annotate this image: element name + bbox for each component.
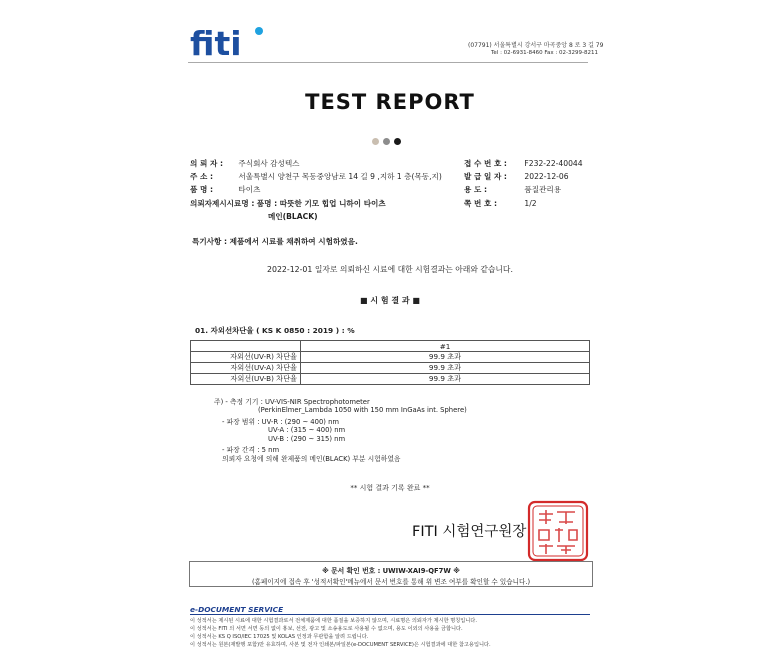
info-value: 1/2 (524, 199, 537, 208)
note-line: - 파장 간격 : 5 nm (222, 446, 280, 454)
info-label: 품 명 : (190, 185, 213, 194)
info-label: 발 급 일 자 : (464, 172, 507, 181)
info-page-no (464, 198, 537, 209)
special-note: 특기사항 : 제품에서 시료를 채취하여 시험하였음. (192, 237, 358, 246)
header-address: (07791) 서울특별시 강서구 마곡중앙 8 로 3 길 79 (468, 42, 604, 49)
decorative-dots (372, 130, 405, 149)
header-divider (188, 62, 588, 63)
svg-text:fiti: fiti (190, 26, 242, 62)
table-header-row (191, 341, 590, 352)
table-row (191, 363, 590, 374)
note-line: 주) - 측정 기기 : UV-VIS-NIR Spectrophotometer (214, 398, 370, 406)
table-cell-value: 99.9 초과 (301, 363, 590, 374)
dot-2 (383, 138, 390, 145)
info-address (190, 171, 442, 182)
note-line: (PerkinElmer_Lambda 1050 with 150 mm InGaAs int. Sphere) (258, 406, 467, 414)
info-label: 접 수 번 호 : (464, 159, 507, 168)
header-tel-fax: Tel : 02-6931-8460 Fax : 02-3299-8211 (491, 50, 598, 56)
info-label: 의 뢰 자 : (190, 159, 223, 168)
info-label: 용 도 : (464, 185, 487, 194)
note-line: UV-A : (315 ~ 400) nm (268, 426, 346, 434)
info-value: 메인(BLACK) (268, 212, 318, 221)
official-seal-icon (527, 500, 589, 562)
note-line: 의뢰자 요청에 의해 완제품의 메인(BLACK) 부분 시험하였음 (222, 455, 401, 463)
info-value: F232-22-40044 (524, 159, 583, 168)
info-value: 주식회사 감성텍스 (238, 159, 300, 168)
note-line: - 파장 범위 : UV-R : (290 ~ 400) nm (222, 418, 340, 426)
signer-name: FITI 시험연구원장 (412, 524, 527, 540)
info-receipt-no (464, 158, 583, 169)
intro-sentence: 2022-12-01 일자로 의뢰하신 시료에 대한 시험결과는 아래와 같습니다. (267, 265, 513, 274)
disclaimer-line: 이 성적서는 원본(재발행 포함)만 유효하며, 사본 및 전자 인쇄본/파일본(e-DOCUMENT SERVICE)은 시험결과에 대한 참고용입니다. (190, 642, 491, 648)
disclaimer-line: 이 성적서는 제시된 시료에 대한 시험결과로서 전체제품에 대한 품질을 보증하지 않으며, 시료명은 의뢰자가 제시한 명칭입니다. (190, 618, 477, 624)
results-table (190, 340, 590, 385)
verification-instruction: (홈페이지에 접속 후 '성적서확인'메뉴에서 문서 번호를 통해 위 변조 여부를 확인할 수 있습니다.) (251, 578, 531, 586)
note-line: UV-B : (290 ~ 315) nm (268, 435, 346, 443)
fiti-logo (190, 26, 268, 62)
completion-note: ** 시험 결과 기록 완료 ** (350, 484, 430, 492)
verification-number: ※ 문서 확인 번호 : UWIW-XAI9-QF7W ※ (322, 567, 460, 575)
info-value: 품질관리용 (524, 185, 562, 194)
results-heading: ■ 시 험 결 과 ■ (360, 296, 420, 305)
info-value: 품명 : 따뜻한 기모 힙업 니하이 타이츠 (256, 199, 386, 208)
table-cell-value: 99.9 초과 (301, 374, 590, 385)
edocument-divider (190, 614, 590, 615)
info-sample-name (190, 198, 386, 209)
info-value: 타이츠 (238, 185, 261, 194)
info-client (190, 158, 300, 169)
table-cell-name: 자외선(UV-B) 차단율 (191, 374, 301, 385)
table-cell-value: 99.9 초과 (301, 352, 590, 363)
disclaimer-line: 이 성적서는 FITI 의 서면 서면 동의 없이 홍보, 선전, 광고 및 소송용도로 사용될 수 없으며, 용도 이외의 사용을 금합니다. (190, 626, 463, 632)
dot-3 (394, 138, 401, 145)
edocument-title: e-DOCUMENT SERVICE (190, 605, 284, 614)
info-issue-date (464, 171, 569, 182)
table-header-blank (191, 341, 301, 352)
info-label: 쪽 번 호 : (464, 199, 497, 208)
table-cell-name: 자외선(UV-R) 차단율 (191, 352, 301, 363)
table-row (191, 374, 590, 385)
disclaimer-line: 이 성적서는 KS Q ISO/IEC 17025 및 KOLAS 인정과 무관함을 알려 드립니다. (190, 634, 369, 640)
info-product (190, 184, 260, 195)
info-value: 서울특별시 양천구 목동중앙남로 14 길 9 ,지하 1 층(목동,지) (238, 172, 442, 181)
table-row (191, 352, 590, 363)
table-cell-name: 자외선(UV-A) 차단율 (191, 363, 301, 374)
info-sample-name-cont (268, 211, 318, 222)
verification-box (189, 561, 593, 587)
info-purpose (464, 184, 561, 195)
dot-1 (372, 138, 379, 145)
section-title: 01. 자외선차단율 ( KS K 0850 : 2019 ) : % (195, 326, 355, 335)
table-header-cell: #1 (301, 341, 590, 352)
info-value: 2022-12-06 (524, 172, 569, 181)
info-label: 의뢰자제시시료명 : (190, 199, 255, 208)
info-label: 주 소 : (190, 172, 213, 181)
page-title: TEST REPORT (305, 90, 475, 114)
